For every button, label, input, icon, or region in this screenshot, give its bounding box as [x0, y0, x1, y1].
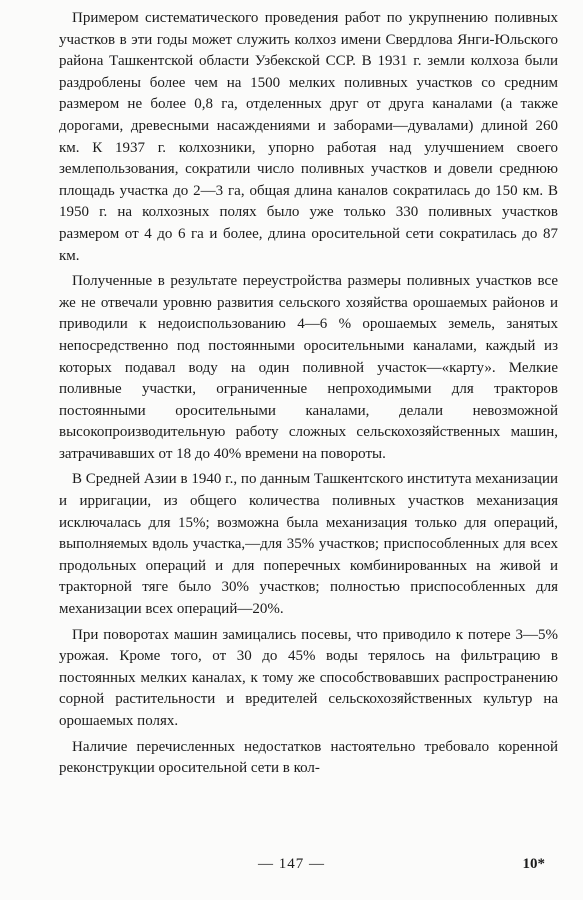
printer-signature: 10* — [522, 856, 545, 872]
paragraph-3: В Средней Азии в 1940 г., по данным Ташкентского института механизации и ирригации, из общего количества поливных участков механизация исключалась для 15%; возможна была механизация только для операций, выполняемых вдоль участка,—для 35% участков; приспособленных для всех продольных операций и для поперечных комбинированных на живой и тракторной тяге было 30% участков; полностью приспособленных для механизации всех операций—20%. — [59, 471, 558, 618]
paragraph-4: При поворотах машин замицались посевы, что приводило к потере 3—5% урожая. Кроме того, от 30 до 45% воды терялось на фильтрацию в постоянных мелких каналах, к тому же способствовавших распространению сорной растительности и вредителей сельскохозяйственных культур на орошаемых полях. — [59, 626, 558, 729]
paragraph-1: Примером систематического проведения работ по укрупнению поливных участков в эти годы может служить колхоз имени Свердлова Янги-Юльского района Ташкентской области Узбекской ССР. В 1931 г. земли колхоза были раздроблены более чем на 1500 мелких поливных участков со средним размером не более 0,8 га, отделенных друг от друга каналами (а также дорогами, древесными насаждениями и заборами—дувалами) длиной 260 км. К 1937 г. колхозники, упорно работая над улучшением своего землепользования, сократили число поливных участков и довели среднюю площадь участка до 2—3 га, общая длина каналов сократилась до 150 км. В 1950 г. на колхозных полях было уже только 330 поливных участков размером от 4 до 6 га и более, длина оросительной сети сократилась до 87 км. — [59, 10, 558, 264]
paragraph-5: Наличие перечисленных недостатков настоятельно требовало коренной реконструкции оросительной сети в кол- — [59, 738, 558, 777]
page-number: — 147 — — [258, 856, 325, 872]
body-text — [59, 8, 558, 780]
page-footer — [0, 856, 583, 880]
paragraph-2: Полученные в результате переустройства размеры поливных участков все же не отвечали уровню развития сельского хозяйства орошаемых районов и приводили к недоиспользованию 4—6 % орошаемых земель, занятых непосредственно под постоянными оросительными каналами, каждый из которых подавал воду на один поливной участок—«карту». Мелкие поливные участки, ограниченные непроходимыми для тракторов постоянными оросительными каналами, делали невозможной высокопроизводительную работу сложных сельскохозяйственных машин, затрачивавших от 18 до 40% времени на повороты. — [59, 273, 558, 462]
